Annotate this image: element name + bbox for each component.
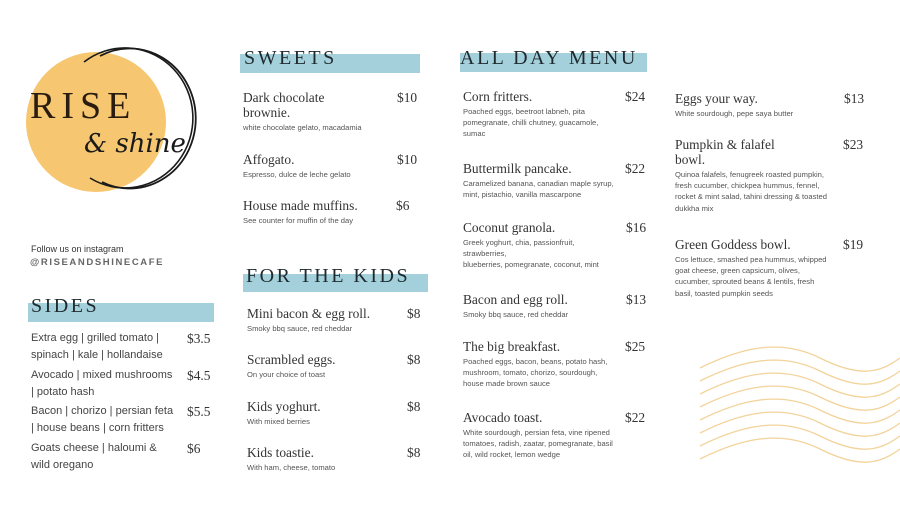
side-item-text: | potato hash xyxy=(31,385,95,398)
description-line: White sourdough, pepe saya butter xyxy=(675,109,794,118)
menu-item xyxy=(243,90,419,133)
description-line: Poached eggs, beetroot labneh, pita xyxy=(463,107,586,116)
item-price: $8 xyxy=(407,306,421,321)
description-line: goat cheese, green capsicum, olives, xyxy=(675,266,800,276)
side-item xyxy=(31,367,181,400)
item-name: Mini bacon & egg roll. xyxy=(247,306,371,321)
description-line: dukkha mix xyxy=(675,203,714,213)
menu-item xyxy=(247,399,423,427)
side-item-text: | house beans | corn fritters xyxy=(31,421,164,434)
item-price: $19 xyxy=(843,237,864,252)
side-item xyxy=(31,440,181,473)
item-name: Kids toastie. xyxy=(247,445,314,460)
brand-logo xyxy=(26,46,202,196)
instagram-follow-label: Follow us on instagram xyxy=(31,244,124,254)
side-item-text: Goats cheese | haloumi & xyxy=(31,442,157,454)
item-price: $23 xyxy=(843,137,864,152)
description-line: Poached eggs, bacon, beans, potato hash, xyxy=(463,357,608,366)
side-price: $6 xyxy=(187,441,201,456)
side-item xyxy=(31,330,181,363)
item-name: Pumpkin & falafel xyxy=(675,137,775,152)
description-line: house made brown sauce xyxy=(463,379,550,389)
side-price: $4.5 xyxy=(187,368,211,383)
item-price: $8 xyxy=(407,445,421,460)
item-name: Dark chocolate xyxy=(243,90,325,105)
menu-item xyxy=(247,352,423,380)
side-item-text: Avocado | mixed mushrooms xyxy=(31,369,173,381)
item-name: bowl. xyxy=(675,152,706,167)
item-name: The big breakfast. xyxy=(463,339,561,354)
item-description xyxy=(675,169,865,214)
menu-item xyxy=(463,161,648,200)
menu-item xyxy=(463,89,648,140)
description-line: pomegranate, chilli chutney, guacamole, xyxy=(463,118,599,128)
item-price: $25 xyxy=(625,339,646,354)
item-price: $8 xyxy=(407,352,421,367)
description-line: Smoky bbq sauce, red cheddar xyxy=(463,310,569,319)
item-name: brownie. xyxy=(243,105,291,120)
side-item-text: spinach | kale | hollandaise xyxy=(31,348,163,361)
item-description: white chocolate gelato, macadamia xyxy=(243,123,362,132)
item-name: Green Goddess bowl. xyxy=(675,237,791,252)
item-name: Scrambled eggs. xyxy=(247,352,336,367)
item-price: $10 xyxy=(397,152,418,167)
description-line: mushroom, tomato, chorizo, sourdough, xyxy=(463,368,598,378)
description-line: cucumber, sprouted beans & lentils, fresh xyxy=(675,277,815,287)
description-line: oil, wild rocket, lemon wedge xyxy=(463,450,561,460)
menu-item xyxy=(247,306,423,334)
item-price: $22 xyxy=(625,161,646,176)
item-price: $16 xyxy=(626,220,647,235)
item-description: On your choice of toast xyxy=(247,370,326,379)
side-price: $3.5 xyxy=(187,331,211,346)
side-price: $5.5 xyxy=(187,404,211,419)
menu-item xyxy=(463,339,648,390)
description-line: Cos lettuce, smashed pea hummus, whipped xyxy=(675,255,827,264)
item-description xyxy=(463,178,648,200)
side-item-text: Bacon | chorizo | persian feta xyxy=(31,405,174,417)
description-line: sumac xyxy=(463,129,486,139)
item-price: $13 xyxy=(844,91,865,106)
description-line: tomatoes, radish, zaatar, pomegranate, basil xyxy=(463,439,613,449)
all-day-title: ALL DAY MENU xyxy=(460,47,638,69)
rise-shine-logo-icon xyxy=(26,46,202,196)
menu-item xyxy=(675,91,865,119)
item-name: Coconut granola. xyxy=(463,220,556,235)
item-description: With ham, cheese, tomato xyxy=(247,463,336,472)
description-line: basil, toasted pumpkin seeds xyxy=(675,288,773,298)
description-line: mint, pistachio, vanilla mascarpone xyxy=(463,190,582,200)
item-description: With mixed berries xyxy=(247,417,310,426)
item-name: Avocado toast. xyxy=(463,410,543,425)
brand-name-rise: RISE xyxy=(30,85,137,127)
menu-item xyxy=(243,152,419,180)
menu-item xyxy=(463,292,648,320)
wave-decoration-icon xyxy=(700,338,900,468)
side-item-text: wild oregano xyxy=(31,458,94,471)
item-description xyxy=(675,108,865,119)
item-name: Corn fritters. xyxy=(463,89,533,104)
menu-item xyxy=(463,410,648,461)
item-name: Bacon and egg roll. xyxy=(463,292,568,307)
item-price: $8 xyxy=(407,399,421,414)
item-price: $24 xyxy=(625,89,646,104)
menu-item xyxy=(675,237,865,299)
menu-item xyxy=(247,445,423,473)
item-name: Affogato. xyxy=(243,152,295,167)
item-description: Espresso, dulce de leche gelato xyxy=(243,170,351,179)
item-price: $22 xyxy=(625,410,646,425)
description-line: strawberries, xyxy=(463,249,507,259)
item-description xyxy=(463,106,648,140)
item-description: Smoky bbq sauce, red cheddar xyxy=(247,324,353,333)
item-price: $10 xyxy=(397,90,418,105)
item-description xyxy=(463,427,648,461)
item-description xyxy=(463,356,648,390)
side-item xyxy=(31,403,181,436)
item-description xyxy=(463,309,648,320)
description-line: White sourdough, persian feta, vine ripened xyxy=(463,428,610,437)
menu-item xyxy=(675,137,865,214)
description-line: rocket & mint salad, tahini dressing & toasted xyxy=(675,192,827,202)
item-price: $13 xyxy=(626,292,647,307)
item-name: House made muffins. xyxy=(243,198,358,213)
item-description xyxy=(463,237,648,271)
sweets-title: SWEETS xyxy=(244,47,337,69)
description-line: fresh cucumber, chickpea hummus, fennel, xyxy=(675,181,820,191)
item-price: $6 xyxy=(396,198,410,213)
description-line: Caramelized banana, canadian maple syrup, xyxy=(463,179,614,188)
description-line: Quinoa falafels, fenugreek roasted pumpkin, xyxy=(675,170,825,179)
sides-title: SIDES xyxy=(31,295,100,317)
item-description xyxy=(675,254,865,299)
item-name: Buttermilk pancake. xyxy=(463,161,572,176)
item-description: See counter for muffin of the day xyxy=(243,216,354,225)
side-item-text: Extra egg | grilled tomato | xyxy=(31,332,159,344)
brand-name-shine: & shine xyxy=(84,129,186,159)
menu-item xyxy=(463,220,648,271)
item-name: Eggs your way. xyxy=(675,91,758,106)
item-name: Kids yoghurt. xyxy=(247,399,321,414)
description-line: Greek yoghurt, chia, passionfruit, xyxy=(463,238,575,247)
kids-title: FOR THE KIDS xyxy=(246,265,411,287)
menu-item xyxy=(243,198,419,226)
instagram-handle[interactable]: @RISEANDSHINECAFE xyxy=(30,257,165,268)
description-line: blueberries, pomegranate, coconut, mint xyxy=(463,260,599,270)
